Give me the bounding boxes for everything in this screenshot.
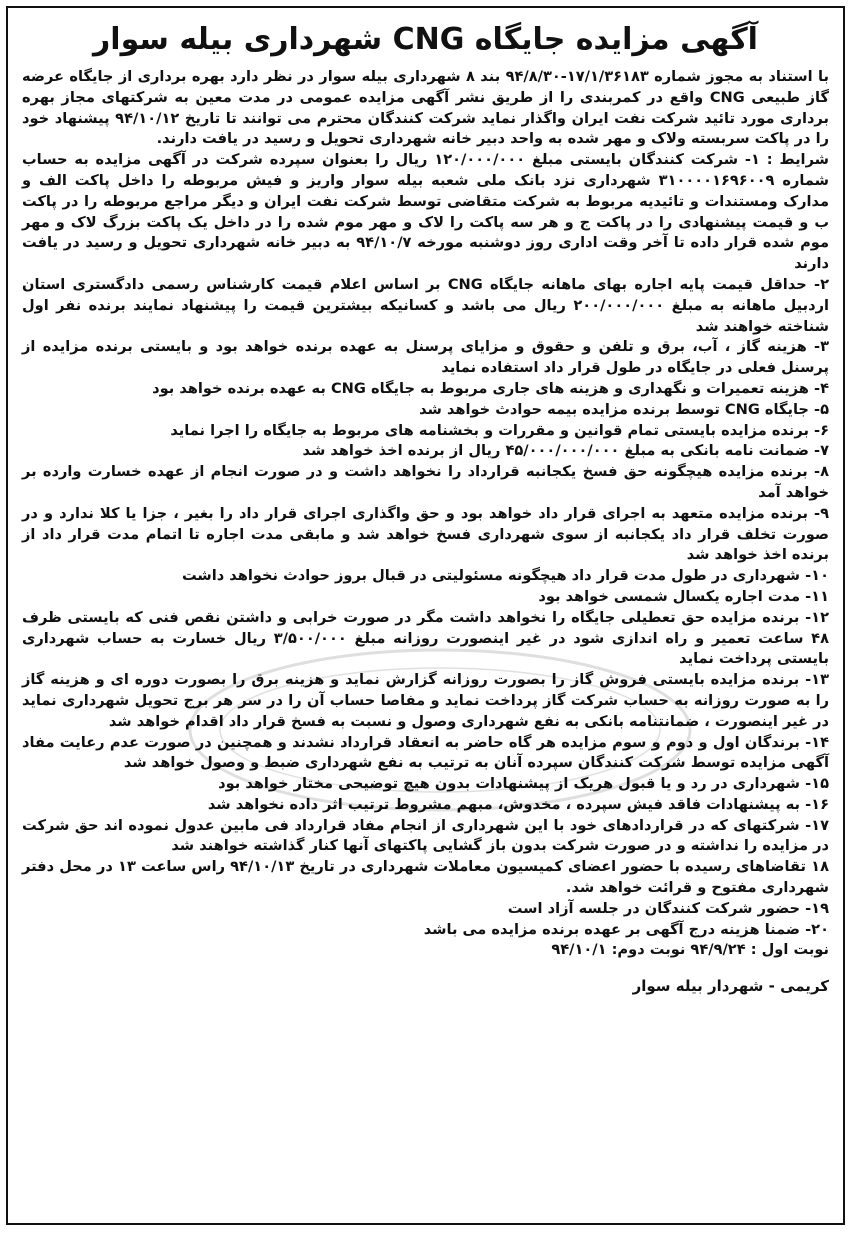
publication-dates: نوبت اول : ۹۴/۹/۲۴ نوبت دوم: ۹۴/۱۰/۱ (551, 941, 829, 959)
condition-item: ۳- هزینه گاز ، آب، برق و تلفن و حقوق و مزایای پرسنل به عهده برنده خواهد بود و بایستی برنده مزایده از پرسنل فعلی در جایگاه در طول قرار داد استفاده نماید (22, 338, 829, 377)
condition-item: ۴- هزینه تعمیرات و نگهداری و هزینه های جاری مربوط به جایگاه CNG به عهده برنده خواهد بود (152, 379, 829, 397)
condition-item: ۱۹- حضور شرکت کنندگان در جلسه آزاد است (507, 899, 829, 917)
condition-item: ۱۶- به پیشنهادات فاقد فیش سپرده ، مخدوش، مبهم مشروط ترتیب اثر داده نخواهد شد (207, 795, 829, 813)
condition-item: ۲۰- ضمنا هزینه درج آگهی بر عهده برنده مزایده می باشد (423, 920, 829, 938)
notice-title: آگهی مزایده جایگاه CNG شهرداری بیله سوار (93, 22, 758, 57)
condition-item: ۱۵- شهرداری در رد و یا قبول هریک از پیشنهادات بدون هیچ توضیحی مختار خواهد بود (218, 775, 829, 793)
intro-paragraph: با استناد به مجوز شماره ۱۷/۱/۳۶۱۸۳-۹۴/۸/۳۰ بند ۸ شهرداری بیله سوار در نظر دارد بهره برداری از جایگاه عرضه گاز طبیعی CNG واقع در کمربندی را از طریق نشر آگهی مزایده عمومی در مدت معین به شرکتهای مجاز بهره برداری مورد تائید شرکت نفت ایران واگذار نماید شرکت کنندگان محترم می توانند تا تاریخ ۹۴/۱۰/۱۲ پیشنهاد خود را در پاکت سربسته ولاک و مهر شده به واحد دبیر خانه شهرداری تحویل و رسید در یافت دارند. (22, 68, 830, 148)
condition-item: ۱۷- شرکتهای که در قراردادهای خود با این شهرداری از انجام مفاد قرارداد فی مابین عدول نموده اند حق شرکت در مزایده را نداشته و در صورت شرکت بدون باز گشایی پاکتهای آنها کنار گذاشته خواهند شد (22, 816, 829, 855)
condition-item: ۶- برنده مزایده بایستی تمام قوانین و مقررات و بخشنامه های مربوط به جایگاه را اجرا نماید (170, 421, 829, 439)
signature: کریمی - شهردار بیله سوار (632, 977, 829, 996)
condition-item: ۱۸ تقاضاهای رسیده با حضور اعضای کمیسیون معاملات شهرداری در تاریخ ۹۴/۱۰/۱۳ راس ساعت ۱۳ در محل دفتر شهرداری مفتوح و قرائت خواهد شد. (22, 858, 829, 897)
condition-item: ۲- حداقل قیمت پایه اجاره بهای ماهانه جایگاه CNG بر اساس اعلام قیمت کارشناس رسمی دادگستری استان اردبیل ماهانه به مبلغ ۲۰۰/۰۰۰/۰۰۰ ریال می باشد و کسانیکه بیشترین قیمت را پیشنهاد نمایند برنده نفر اول شناخته خواهند شد (22, 275, 830, 335)
conditions-list (22, 150, 829, 940)
condition-item: ۱۴- برندگان اول و دوم و سوم مزایده هر گاه حاضر به انعقاد قرارداد نشدند و همچنین در صورت عدم رعایت مفاد آگهی مزایده توسط شرکت کنندگان سپرده آنان به ترتیب به نفع شهرداری ضبط و وصول خواهد شد (22, 733, 829, 772)
condition-item: ۸- برنده مزایده هیچگونه حق فسخ یکجانبه قرارداد را نخواهد داشت و در صورت انجام از عهده خسارت وارده بر خواهد آمد (22, 463, 829, 501)
condition-item: ۱۱- مدت اجاره یکسال شمسی خواهد بود (538, 587, 829, 605)
condition-item: ۱۰- شهرداری در طول مدت قرار داد هیچگونه مسئولیتی در قبال بروز حوادث نخواهد داشت (181, 567, 829, 585)
notice-frame (6, 6, 845, 1225)
condition-item: ۱۲- برنده مزایده حق تعطیلی جایگاه را نخواهد داشت مگر در صورت خرابی و داشتن نقص فنی که بایستی ظرف ۴۸ ساعت تعمیر و راه اندازی شود در غیر اینصورت روزانه مبلغ ۳/۵۰۰/۰۰۰ ریال خسارت به حساب شهرداری بایستی پرداخت نماید (22, 608, 829, 668)
condition-item: ۷- ضمانت نامه بانکی به مبلغ ۴۵/۰۰۰/۰۰۰/۰۰۰ ریال از برنده اخذ خواهد شد (302, 442, 829, 460)
condition-item: ۵- جایگاه CNG توسط برنده مزایده بیمه حوادث خواهد شد (419, 400, 829, 418)
condition-item: شرایط : ۱- شرکت کنندگان بایستی مبلغ ۱۲۰/۰۰۰/۰۰۰ ریال را بعنوان سپرده شرکت در آگهی مزایده به حساب شماره ۳۱۰۰۰۰۱۶۹۶۰۰۹ شهرداری نزد بانک ملی شعبه بیله سوار واریز و فیش مربوطه را داخل پاکت الف و مدارک ومستندات و تائیدیه مربوط به شرکت متقاضی توسط شرکت نفت ایران و دیگر مراجع مربوطه را در پاکت ب و قیمت پیشنهادی را در پاکت ج و هر سه پاکت را لاک و مهر موم شده را در داخل یک پاکت بزرگ لاک و مهر موم شده قرار داده تا آخر وقت اداری روز دوشنبه مورخه ۹۴/۱۰/۷ به دبیر خانه شهرداری تحویل و رسید در یافت دارند (22, 151, 829, 273)
condition-item: ۱۳- برنده مزایده بایستی فروش گاز را بصورت روزانه گزارش نماید و هزینه برق را بصورت دوره ای و هزینه گاز را به صورت روزانه به حساب شرکت گاز پرداخت نماید و مفاصا حساب آن را در سر هر برج تحویل شهرداری نماید در غیر اینصورت ، ضمانتنامه بانکی به نفع شهرداری وصول و نسبت به فسخ قرار داد اقدام خواهد شد (22, 671, 829, 730)
condition-item: ۹- برنده مزایده متعهد به اجرای قرار داد خواهد بود و حق واگذاری اجرای قرار داد را بغیر ، جزا یا کلا ندارد و در صورت تخلف قرار داد یکجانبه از سوی شهرداری فسخ خواهد شد و مابقی مدت اجاره تا اتمام مدت قرار داد از برنده اخذ خواهد شد (22, 504, 829, 564)
